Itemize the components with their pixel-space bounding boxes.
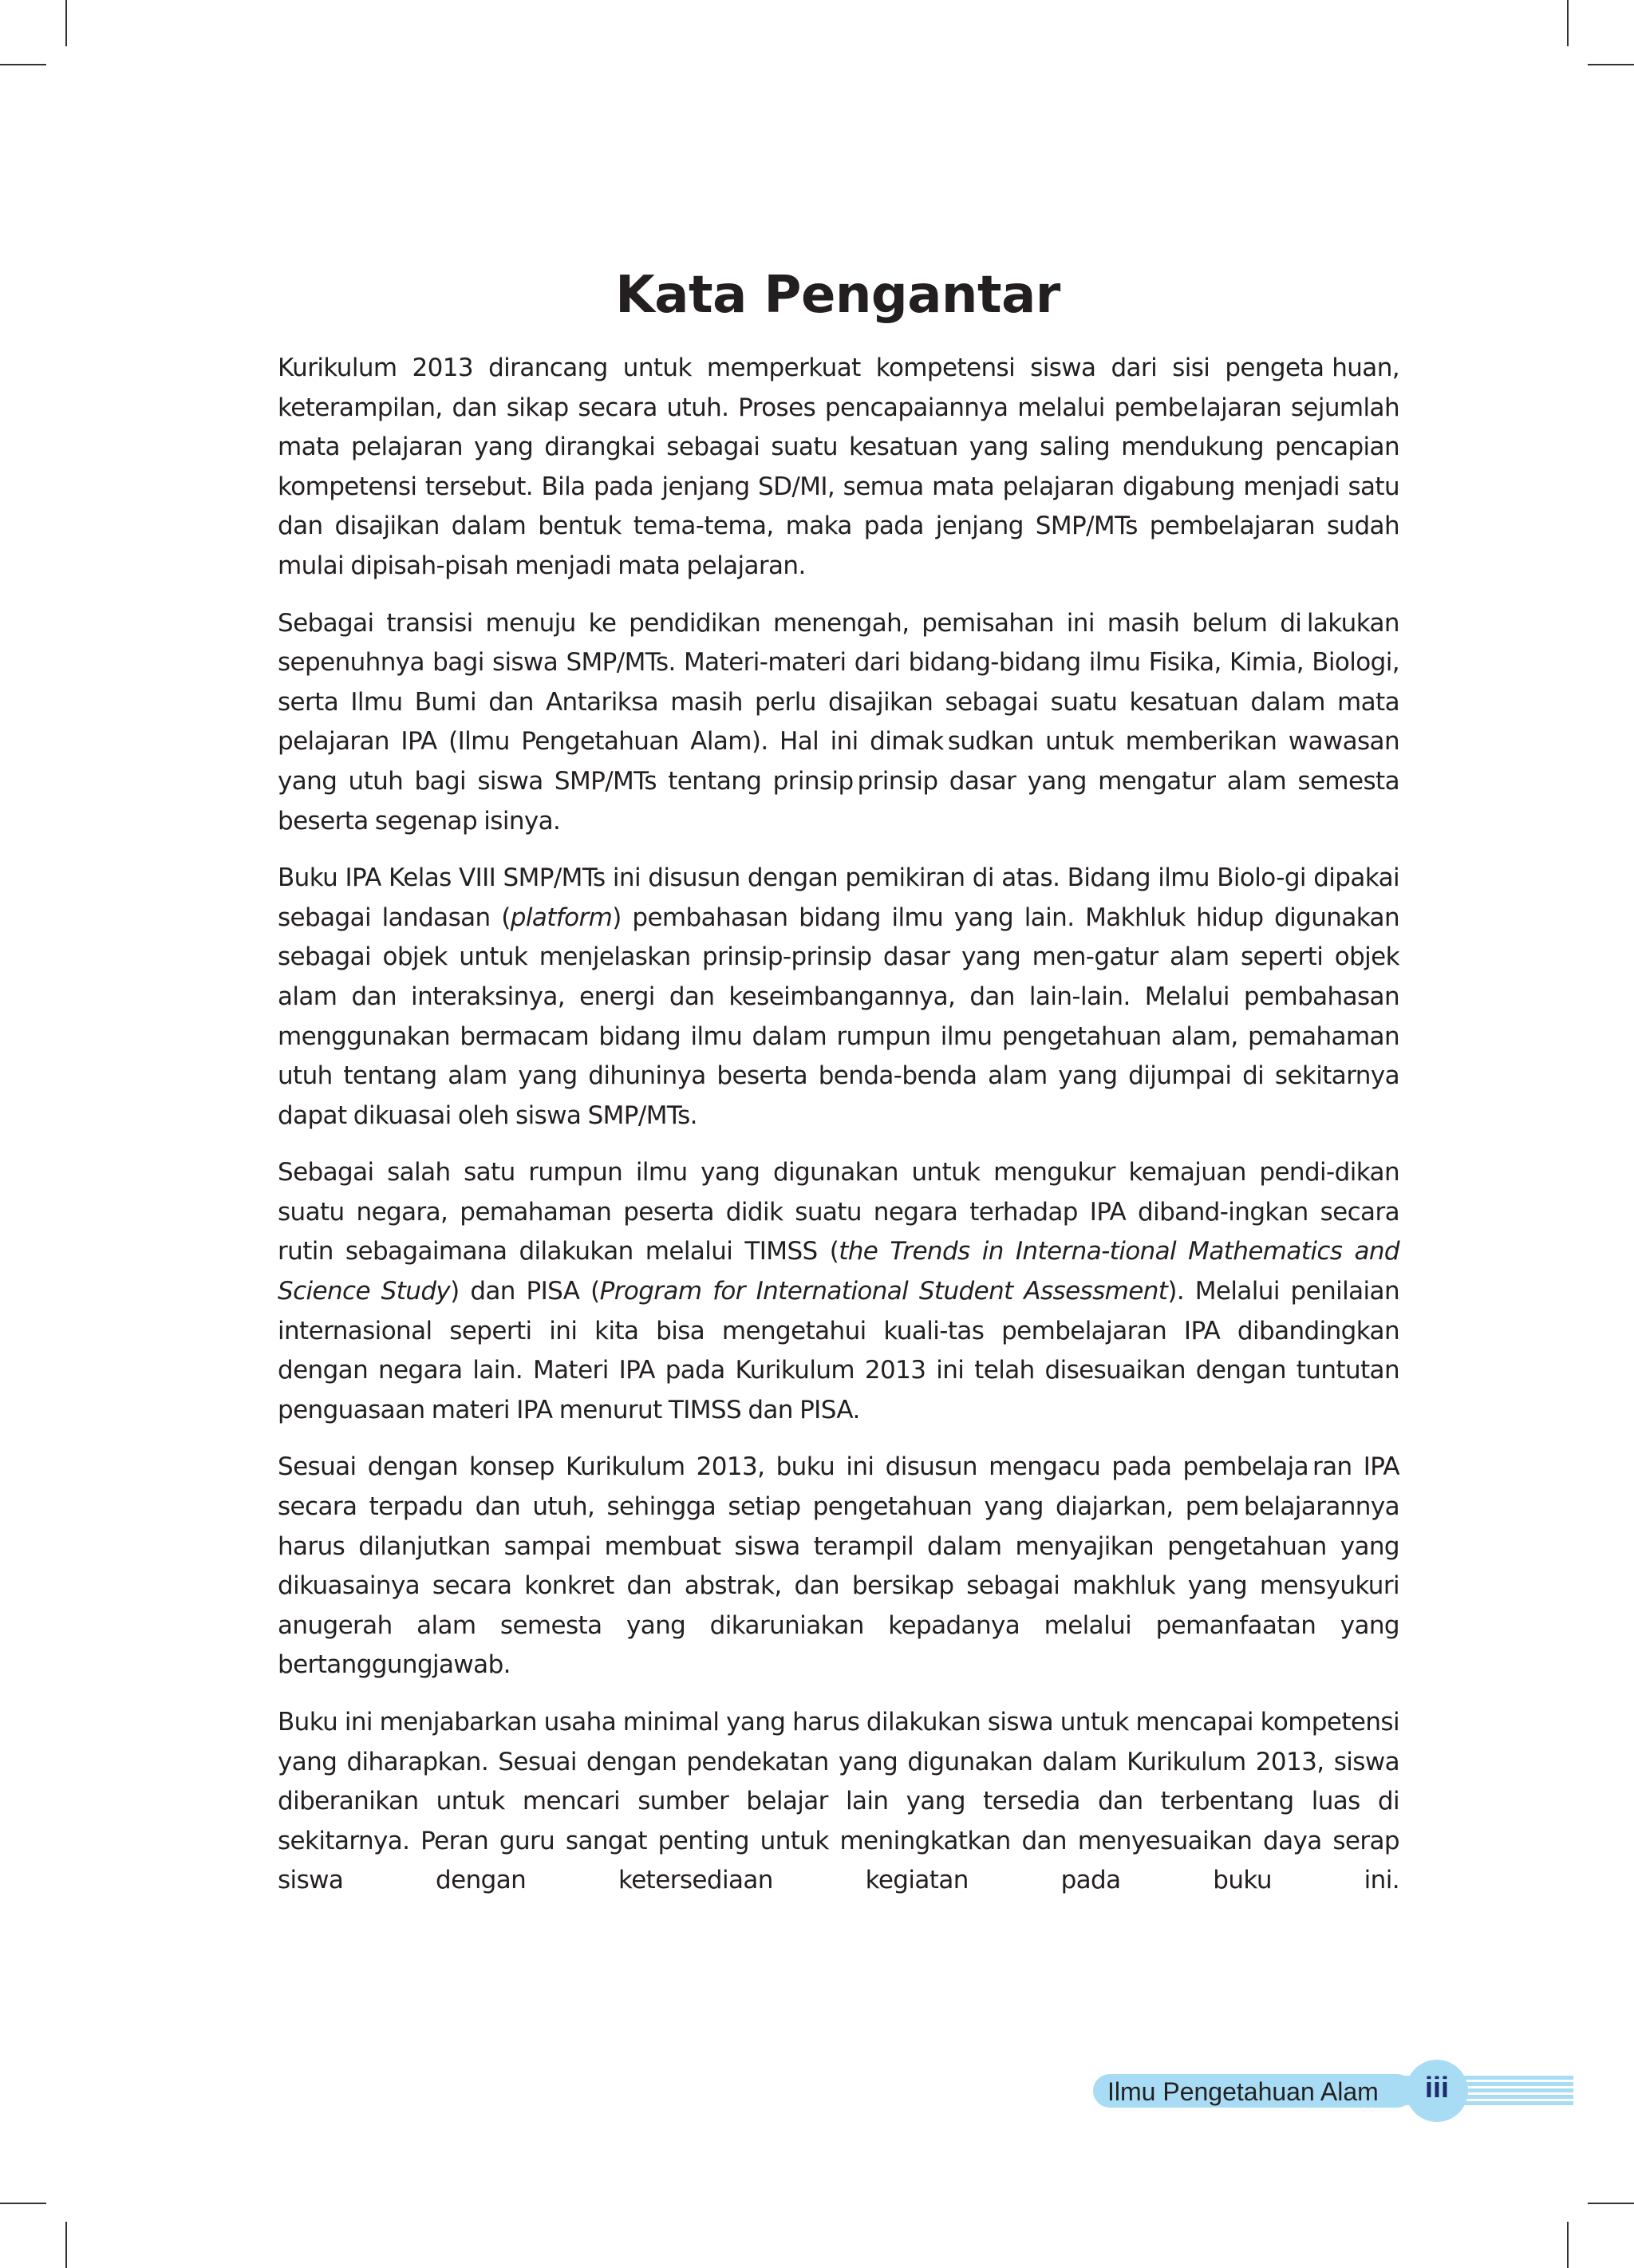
preface-body [278,349,1399,1918]
paragraph-line: sudkan untuk memberikan wawasan yang utuh bagi siswa SMP/MTs tentang prinsip [278,727,1399,796]
paragraph-6 [278,1703,1399,1901]
paragraph-text: ) dan PISA ( [450,1277,600,1306]
page-title: Kata Pengantar [615,265,1060,325]
paragraph-line: lajaran sejumlah mata pelajaran yang dirangkai sebagai suatu kesatuan yang saling [278,393,1399,462]
paragraph-line: belajarannya harus dilanjutkan sampai membuat siswa terampil dalam menyajikan [278,1492,1399,1561]
crop-mark-bottom-left-vertical [65,2222,67,2268]
crop-mark-top-right-horizontal [1588,64,1634,65]
paragraph-line: suatu kesatuan dalam mata pelajaran IPA (Ilmu Pengetahuan Alam). Hal ini dimak [278,687,1399,757]
paragraph-line: melalui pemanfaatan yang bertanggungjawab. [278,1610,1399,1680]
paragraph-line: Kurikulum 2013, siswa diberanikan untuk mencari sumber belajar lain yang tersedia [278,1747,1399,1816]
crop-mark-bottom-right-vertical [1567,2222,1569,2268]
paragraph-2 [278,604,1399,842]
paragraph-text: Sebagai salah satu rumpun ilmu yang digunakan untuk mengukur kemajuan pendi-dikan suatu negara, pemahaman peserta didik suatu negara terhadap IPA diband-ingkan secara rutin sebagaimana dilakukan melalui TIMSS ( [278,1158,1399,1266]
italic-term: platform [510,903,613,932]
paragraph-1 [278,349,1399,587]
paragraph-line: pengetahuan yang dikuasainya secara konkret dan abstrak, dan bersikap sebagai [278,1531,1399,1601]
paragraph-line: kompetensi yang diharapkan. Sesuai dengan pendekatan yang digunakan dalam [278,1708,1399,1776]
paragraph-5 [278,1448,1399,1685]
paragraph-line: ran IPA secara terpadu dan utuh, sehingga setiap pengetahuan yang diajarkan, pem [278,1452,1399,1522]
paragraph-text: ). Melalui penilaian internasional seperti ini kita bisa mengetahui kuali-tas pembelajaran IPA dibandingkan dengan negara lain. Materi IPA pada Kurikulum 2013 ini telah disesuaikan dengan tuntutan penguasaan materi IPA menurut TIMSS dan PISA. [278,1277,1399,1424]
crop-mark-bottom-right-horizontal [1588,2203,1634,2204]
footer-subject: Ilmu Pengetahuan Alam [1107,2077,1379,2106]
page-footer [1093,2060,1572,2124]
page-number: iii [1424,2071,1449,2104]
paragraph-line: Sesuai dengan konsep Kurikulum 2013, buku ini disusun mengacu pada pembelaja [278,1452,1309,1482]
crop-mark-top-left-vertical [65,0,67,46]
italic-term: the Trends in Interna-tional Mathematics and Science Study [278,1237,1399,1306]
paragraph-line: Buku ini menjabarkan usaha minimal yang harus dilakukan siswa untuk mencapai [278,1708,1253,1737]
paragraph-text: Buku IPA Kelas VIII SMP/MTs ini disusun dengan pemikiran di atas. Bidang ilmu Biolo-gi dipakai sebagai landasan ( [278,863,1399,932]
crop-mark-top-right-vertical [1567,0,1569,46]
paragraph-line: huan, keterampilan, dan sikap secara utuh. Proses pencapaiannya melalui pembe [278,354,1399,422]
paragraph-line: lakukan sepenuhnya bagi siswa SMP/MTs. Materi-materi dari bidang-bidang ilmu [278,608,1399,678]
paragraph-line: pada jenjang SMP/MTs pembelajaran sudah mulai dipisah-pisah menjadi mata [278,512,1399,580]
crop-mark-bottom-left-horizontal [0,2203,46,2204]
paragraph-line: dan terbentang luas di sekitarnya. Peran guru sangat penting untuk meningkatkan [278,1787,1399,1855]
crop-mark-top-left-horizontal [0,64,46,65]
paragraph-line: mendukung pencapian kompetensi tersebut. Bila pada jenjang SD/MI, semua mata [278,433,1399,501]
paragraph-line: pelajaran digabung menjadi satu dan disajikan dalam bentuk tema-tema, maka [278,472,1400,541]
paragraph-line: Fisika, Kimia, Biologi, serta Ilmu Bumi dan Antariksa masih perlu disajikan sebagai [278,648,1399,717]
paragraph-line: prinsip dasar yang mengatur alam semesta beserta segenap isinya. [278,766,1399,836]
paragraph-line: dan menyesuaikan daya serap siswa dengan ketersediaan kegiatan pada buku ini. [278,1826,1399,1895]
paragraph-line: Kurikulum 2013 dirancang untuk memperkuat kompetensi siswa dari sisi pengeta [278,354,1324,382]
paragraph-3 [278,859,1399,1136]
italic-term: Program for International Student Assessment [599,1277,1168,1306]
paragraph-line: pelajaran. [686,551,806,580]
paragraph-line: Sebagai transisi menuju ke pendidikan menengah, pemisahan ini masih belum di [278,608,1302,638]
paragraph-4 [278,1153,1399,1430]
paragraph-line: makhluk yang mensyukuri anugerah alam semesta yang dikaruniakan kepadanya [278,1571,1399,1640]
paragraph-text: ) pembahasan bidang ilmu yang lain. Makhluk hidup digunakan sebagai objek untuk menjelaskan prinsip-prinsip dasar yang men-gatur alam seperti objek alam dan interaksinya, energi dan keseimbangannya, dan lain-lain. Melalui pembahasan menggunakan bermacam bidang ilmu dalam rumpun ilmu pengetahuan alam, pemahaman utuh tentang alam yang dihuninya beserta benda-benda alam yang dijumpai di sekitarnya dapat dikuasai oleh siswa SMP/MTs. [278,903,1399,1130]
